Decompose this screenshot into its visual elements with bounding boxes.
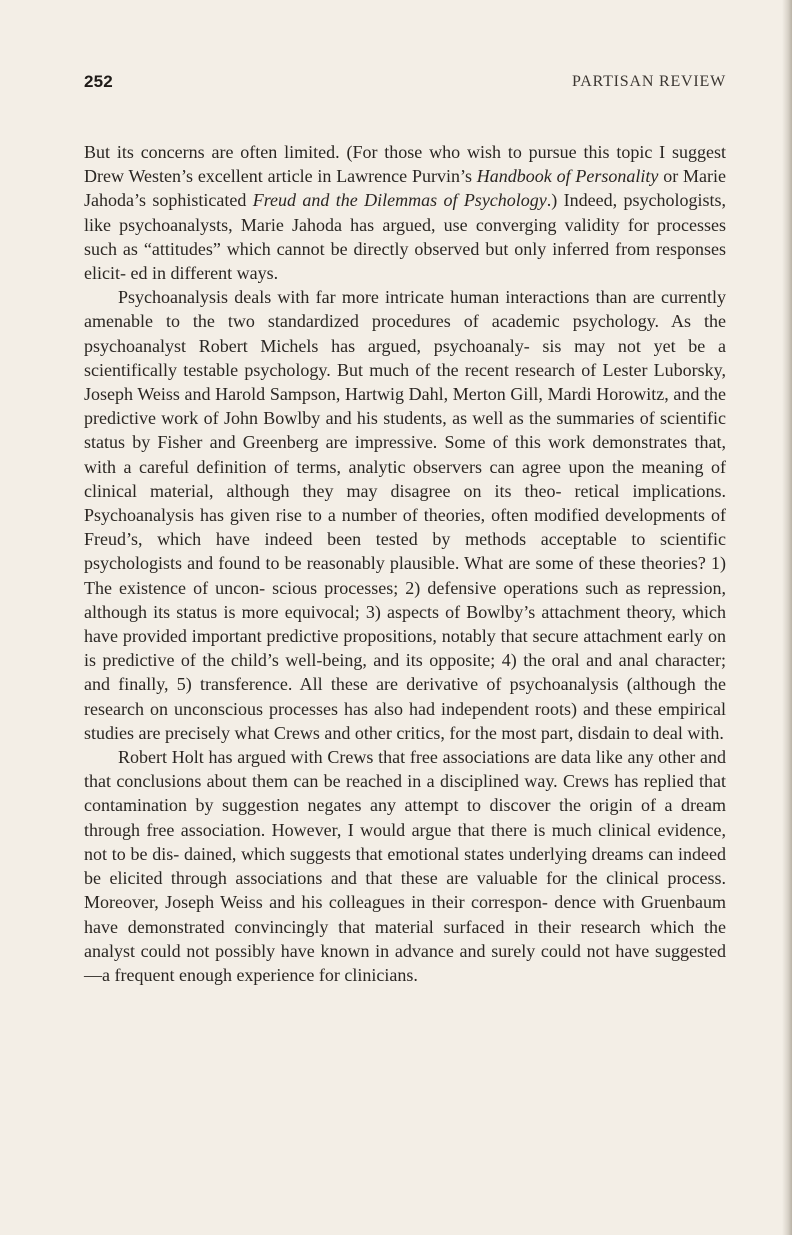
running-head (84, 72, 726, 96)
page-number: 252 (84, 72, 113, 91)
book-title-italic: Freud and the Dilemmas of Psychology (252, 190, 547, 211)
book-title-italic: Handbook of Personality (476, 166, 659, 187)
journal-title: PARTISAN REVIEW (571, 73, 726, 90)
body-text (84, 140, 726, 987)
paragraph-2 (84, 285, 726, 745)
text-run: Psychoanalysis deals with far more intricate human interactions than are currently amenable to the two standardized procedures of academic psychology. As the psychoanalyst Robert Michels has argued, psychoanaly- sis may not yet be a scientifically testable psychology. But much of the recent research of Lester Luborsky, Joseph Weiss and Harold Sampson, Hartwig Dahl, Merton Gill, Mardi Horowitz, and the predictive work of John Bowlby and his students, as well as the summaries of scientific status by Fisher and Greenberg are impressive. Some of this work demonstrates that, with a careful definition of terms, analytic observers can agree upon the meaning of clinical material, although they may disagree on its theo- retical implications. Psychoanalysis has given rise to a number of theories, often modified developments of Freud’s, which have indeed been tested by methods acceptable to scientific psychologists and found to be reasonably plausible. What are some of these theories? 1) The existence of uncon- scious processes; 2) defensive operations such as repression, although its status is more equivocal; 3) aspects of Bowlby’s attachment theory, which have provided important predictive propositions, notably that secure attachment early on is predictive of the child’s well-being, and its opposite; 4) the oral and anal character; and finally, 5) transference. All these are derivative of psychoanalysis (although the research on unconscious processes has also had independent roots) and these empirical studies are precisely what Crews and other critics, for the most part, disdain to deal with. (84, 287, 726, 743)
text-run: Robert Holt has argued with Crews that free associations are data like any other and that conclusions about them can be reached in a disciplined way. Crews has replied that contamination by suggestion negates any attempt to discover the origin of a dream through free association. However, I would argue that there is much clinical evidence, not to be dis- dained, which suggests that emotional states underlying dreams can indeed be elicited through associations and that these are valuable for the clinical process. Moreover, Joseph Weiss and his colleagues in their correspon- dence with Gruenbaum have demonstrated convincingly that material surfaced in their research which the analyst could not possibly have known in advance and surely could not have suggested—a frequent enough experience for clinicians. (84, 747, 726, 985)
paragraph-1 (84, 140, 726, 285)
text-run: But its concerns are often limited. (For those who wish to pursue this topic I suggest Drew Westen’s excellent article in Lawrence Purvin’s (84, 142, 726, 187)
text-run: or Marie Jahoda’s sophisticated (84, 166, 726, 211)
text-run: .) Indeed, psychologists, like psychoanalysts, Marie Jahoda has argued, use converging validity for processes such as “attitudes” which cannot be directly observed but only inferred from responses elicit- ed in different ways. (84, 190, 726, 284)
paragraph-3 (84, 745, 726, 987)
page-edge-shadow (782, 0, 792, 1235)
